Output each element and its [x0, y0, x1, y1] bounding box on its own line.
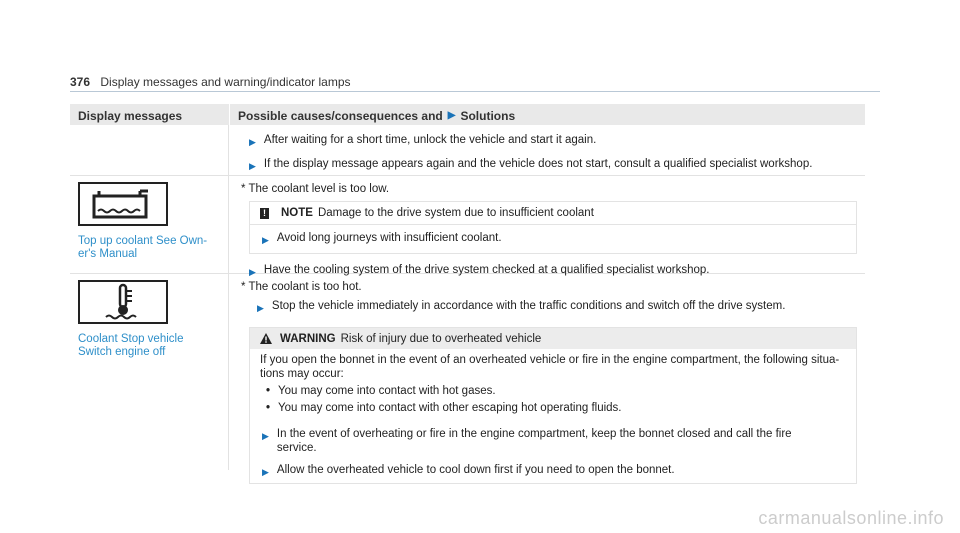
- col-header-solutions-label: Solutions: [460, 109, 516, 123]
- watermark: carmanualsonline.info: [758, 508, 944, 528]
- arrow-right-icon: ▶: [257, 303, 264, 313]
- table-row: [70, 176, 865, 277]
- header-divider: [70, 91, 880, 92]
- arrow-right-icon: ▶: [262, 467, 269, 477]
- step-text: If the display message appears again and the vehicle does not start, consult a qualified specialist workshop.: [263, 158, 813, 170]
- note-header: [250, 202, 856, 225]
- row-cell-empty: [70, 125, 229, 175]
- exclamation-icon: !: [260, 208, 269, 219]
- coolant-temperature-icon: [78, 280, 168, 324]
- warning-body: If you open the bonnet in the event of an overheated vehicle or fire in the engine compartment, the following situa-tions may occur:: [260, 354, 840, 380]
- step-text: Avoid long journeys with insufficient coolant.: [276, 232, 502, 244]
- col-header-causes-label: Possible causes/consequences and: [238, 109, 443, 123]
- table-row: [70, 125, 865, 176]
- note-title: NOTE: [281, 207, 313, 219]
- solution-step: [262, 463, 856, 479]
- step-text: Stop the vehicle immediately in accordance with the traffic conditions and switch off the drive system.: [271, 300, 786, 312]
- step-text: In the event of overheating or fire in the engine compartment, keep the bonnet closed and call the fire service.: [276, 428, 792, 454]
- message-label-line: Switch engine off: [78, 346, 166, 358]
- arrow-right-icon: ▶: [249, 137, 256, 147]
- message-label: [78, 333, 228, 359]
- note-box: [249, 201, 857, 254]
- cause-text: * The coolant level is too low.: [241, 183, 390, 195]
- note-text: Damage to the drive system due to insufficient coolant: [317, 207, 594, 219]
- cause-text: * The coolant is too hot.: [241, 281, 362, 293]
- table-header: [70, 104, 865, 125]
- row-cell-display: [70, 176, 229, 273]
- bullet-text: You may come into contact with other escaping hot operating fluids.: [278, 402, 622, 414]
- coolant-level-icon: [78, 182, 168, 226]
- page-header: [70, 75, 351, 89]
- row-cell-display: [70, 274, 229, 470]
- solution-step: [249, 133, 865, 149]
- message-label-line: Coolant Stop vehicle: [78, 333, 184, 345]
- table-row: [70, 274, 865, 477]
- display-messages-table: [70, 104, 865, 477]
- arrow-right-icon: ▶: [249, 161, 256, 171]
- warning-triangle-icon: [260, 333, 272, 344]
- solution-step: [262, 427, 816, 455]
- warning-header: [250, 328, 856, 349]
- row-cell-solutions: [229, 125, 865, 175]
- row-cell-solutions: [229, 274, 865, 477]
- arrow-right-icon: ▶: [249, 267, 256, 277]
- note-step: [250, 225, 856, 253]
- row-cell-solutions: [229, 176, 865, 277]
- list-item: • You may come into contact with hot gases.: [266, 385, 496, 397]
- step-text: Have the cooling system of the drive system checked at a qualified specialist workshop.: [263, 264, 710, 276]
- warning-title: WARNING: [280, 332, 336, 345]
- triangle-right-icon: ▶: [447, 110, 456, 121]
- step-text: After waiting for a short time, unlock the vehicle and start it again.: [263, 134, 597, 146]
- warning-bullets: [250, 381, 856, 415]
- page-number: 376: [70, 75, 91, 89]
- col-header-causes: [229, 104, 865, 125]
- arrow-right-icon: ▶: [262, 431, 269, 441]
- warning-box: [249, 327, 857, 484]
- step-text: Allow the overheated vehicle to cool down first if you need to open the bonnet.: [276, 464, 675, 476]
- solution-step: [257, 299, 865, 315]
- col-header-display-messages: Display messages: [78, 109, 183, 123]
- page-title: Display messages and warning/indicator lamps: [100, 75, 351, 89]
- bullet-text: You may come into contact with hot gases.: [278, 385, 496, 397]
- message-label: Top up coolant See Own-er's Manual: [78, 235, 208, 260]
- warning-text: Risk of injury due to overheated vehicle: [340, 332, 542, 345]
- list-item: • You may come into contact with other escaping hot operating fluids.: [266, 402, 622, 414]
- solution-step: [249, 157, 865, 173]
- arrow-right-icon: ▶: [262, 235, 269, 245]
